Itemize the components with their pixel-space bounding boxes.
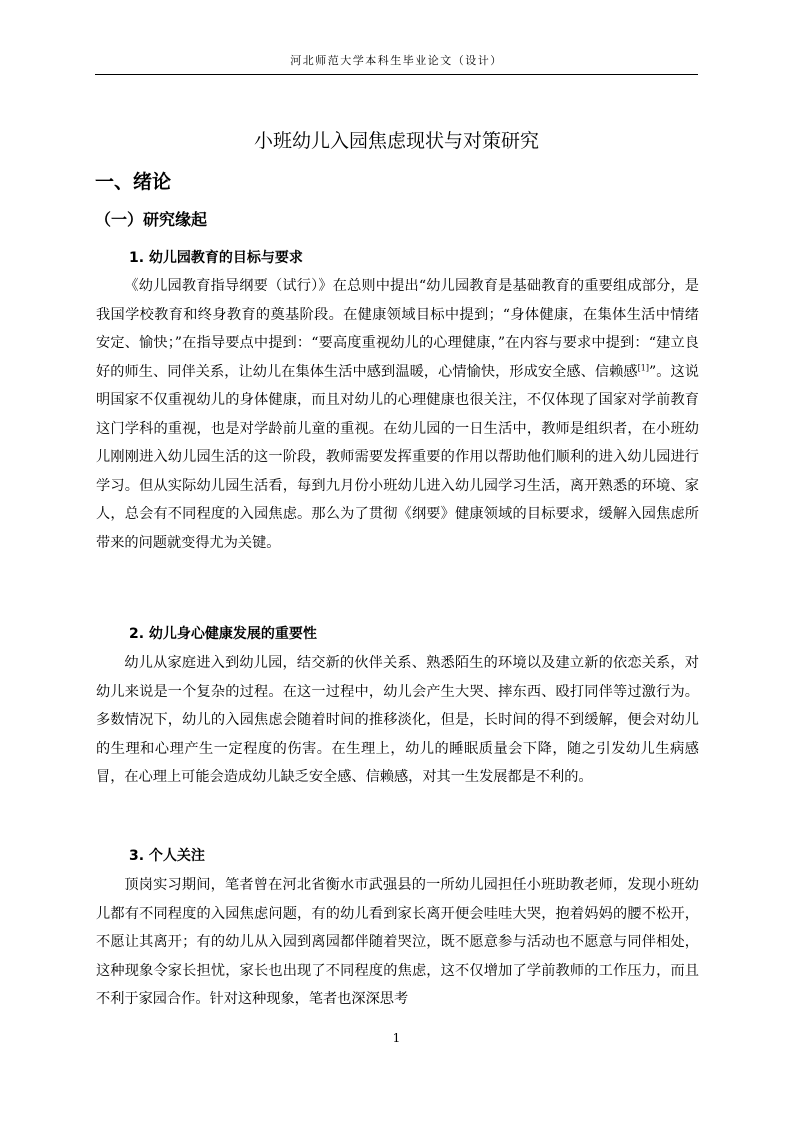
header-divider	[95, 74, 698, 75]
paragraph-kindergarten-goals	[96, 272, 699, 557]
paragraph-health-importance: 幼儿从家庭进入到幼儿园，结交新的伙伴关系、熟悉陌生的环境以及建立新的依恋关系，对幼儿来说是一个复杂的过程。在这一过程中，幼儿会产生大哭、摔东西、殴打同伴等过激行为。多数情况下，幼儿的入园焦虑会随着时间的推移淡化，但是，长时间的得不到缓解，便会对幼儿的生理和心理产生一定程度的伤害。在生理上，幼儿的睡眠质量会下降，随之引发幼儿生病感冒，在心理上可能会造成幼儿缺乏安全感、信赖感，对其一生发展都是不利的。	[96, 655, 699, 785]
running-header: 河北师范大学本科生毕业论文（设计）	[290, 54, 503, 67]
page-number: 1	[392, 1031, 401, 1045]
subsection-heading-research-origin: （一）研究缘起	[95, 210, 208, 229]
paragraph-text-part-a: 《幼儿园教育指导纲要（试行）》在总则中提出“幼儿园教育是基础教育的重要组成部分，是我国学校教育和终身教育的奠基阶段。在健康领域目标中提到；“身体健康，在集体生活中情绪安定、愉快；”在指导要点中提到：“要高度重视幼儿的心理健康，”在内容与要求中提到：“建立良好的师生、同伴关系，让幼儿在集体生活中感到温暖，心情愉快，形成安全感、信赖感	[96, 278, 699, 380]
paragraph-personal-concern: 顶岗实习期间，笔者曾在河北省衡水市武强县的一所幼儿园担任小班助教老师，发现小班幼儿都有不同程度的入园焦虑问题，有的幼儿看到家长离开便会哇哇大哭，抱着妈妈的腰不松开，不愿让其离开；有的幼儿从入园到离园都伴随着哭泣，既不愿意参与活动也不愿意与同伴相处，这种现象令家长担忧，家长也出现了不同程度的焦虑，这不仅增加了学前教师的工作压力，而且不利于家园合作。针对这种现象，笔者也深深思考	[96, 877, 699, 1007]
heading-personal-concern: 3. 个人关注	[129, 848, 205, 864]
heading-kindergarten-goals: 1. 幼儿园教育的目标与要求	[129, 250, 303, 266]
paragraph-text-part-b: ”。这说明国家不仅重视幼儿的身体健康，而且对幼儿的心理健康也很关注，不仅体现了国家对学前教育这门学科的重视，也是对学龄前儿童的重视。在幼儿园的一日生活中，教师是组织者，在小班幼儿刚刚进入幼儿园生活的这一阶段，教师需要发挥重要的作用以帮助他们顺利的进入幼儿园进行学习。但从实际幼儿园生活看，每到九月份小班幼儿进入幼儿园学习生活，离开熟悉的环境、家人，总会有不同程度的入园焦虑。那么为了贯彻《纲要》健康领域的目标要求，缓解入园焦虑所带来的问题就变得尤为关键。	[96, 363, 699, 551]
citation-marker: [1]	[637, 362, 649, 372]
paper-title: 小班幼儿入园焦虑现状与对策研究	[253, 130, 539, 152]
section-heading-introduction: 一、绪论	[95, 171, 172, 193]
heading-health-importance: 2. 幼儿身心健康发展的重要性	[129, 626, 317, 642]
